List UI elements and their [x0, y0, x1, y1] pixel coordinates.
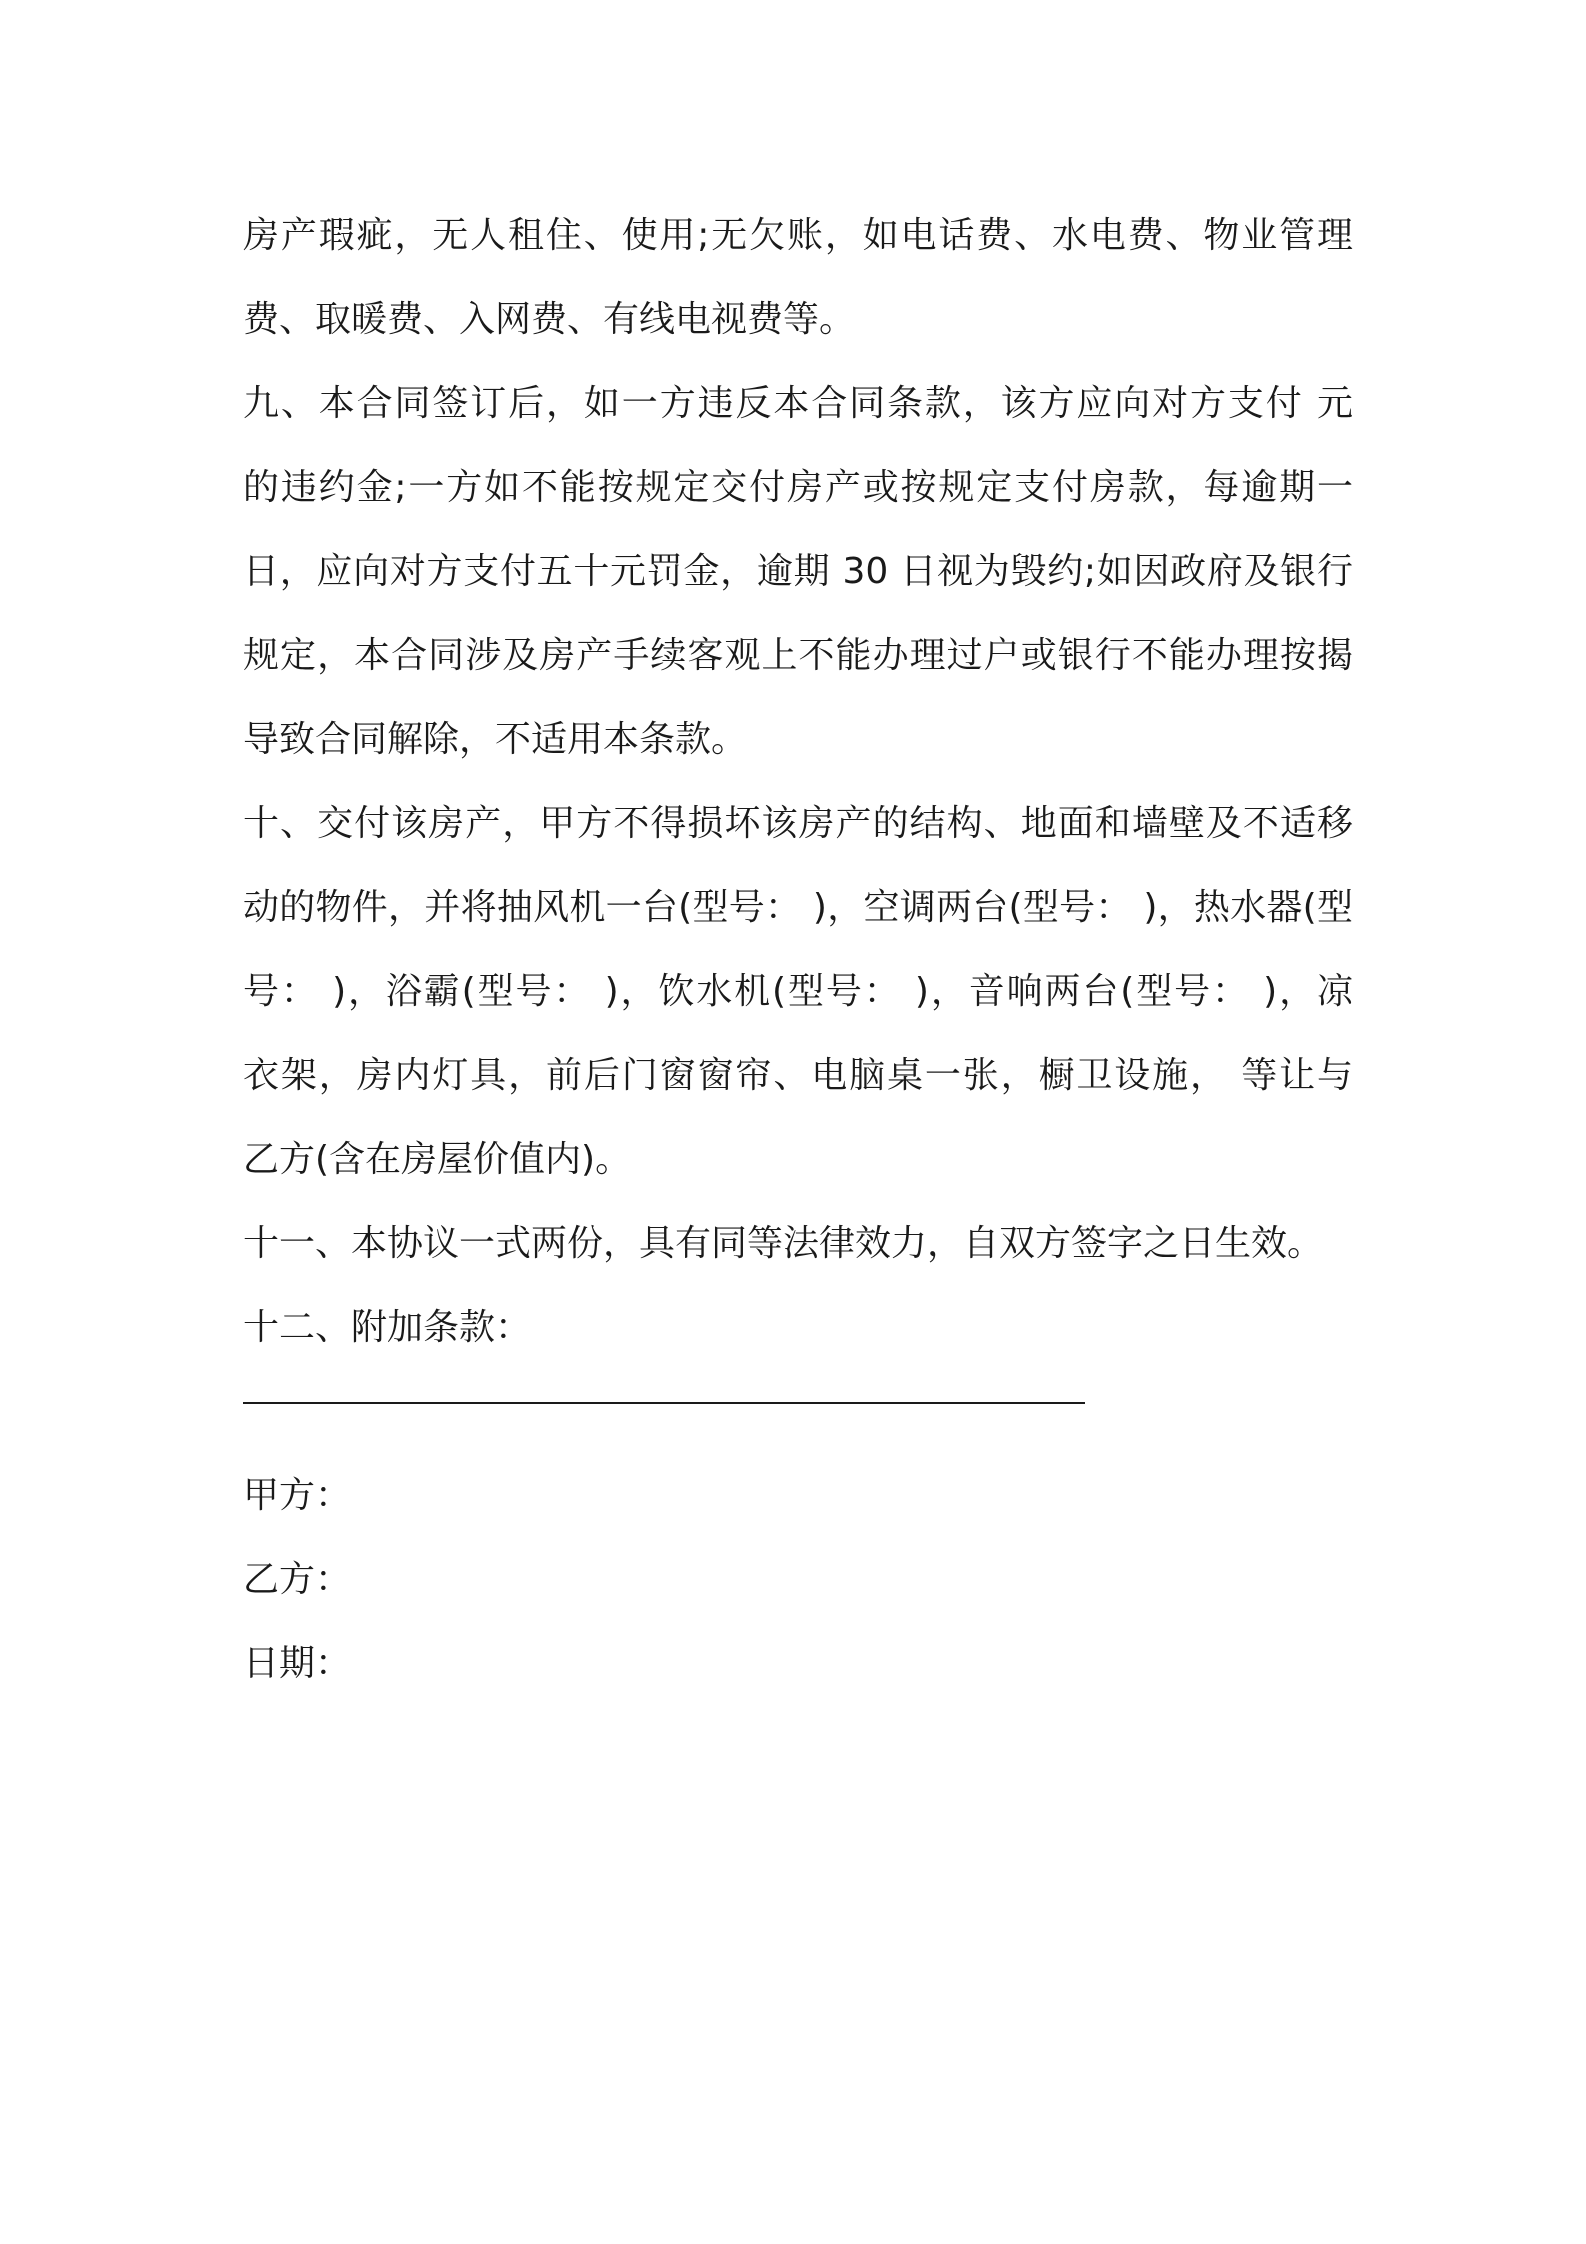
- underline-rule: [243, 1402, 1085, 1404]
- clause-9-line-2: 的违约金;一方如不能按规定交付房产或按规定支付房款，每逾期一: [243, 467, 1353, 508]
- date-signature-label: 日期：: [243, 1643, 352, 1684]
- clause-8-line-1: 房产瑕疵，无人租住、使用;无欠账，如电话费、水电费、物业管理: [243, 215, 1353, 256]
- additional-terms-blank-line: [243, 1370, 1353, 1454]
- clause-12-line-1: 十二、附加条款：: [243, 1307, 532, 1348]
- clause-10-line-3: 号： )，浴霸(型号： )，饮水机(型号： )，音响两台(型号： )，凉: [243, 971, 1353, 1012]
- clause-10-line-2: 动的物件，并将抽风机一台(型号： )，空调两台(型号： )，热水器(型: [243, 887, 1353, 928]
- clause-11-line-1: 十一、本协议一式两份，具有同等法律效力，自双方签字之日生效。: [243, 1223, 1324, 1264]
- clause-10-line-4: 衣架，房内灯具，前后门窗窗帘、电脑桌一张，橱卫设施， 等让与: [243, 1055, 1353, 1096]
- clause-9-line-4: 规定，本合同涉及房产手续客观上不能办理过户或银行不能办理按揭: [243, 635, 1353, 676]
- document-body: [243, 194, 1353, 1706]
- clause-9-line-1: 九、本合同签订后，如一方违反本合同条款，该方应向对方支付 元: [243, 383, 1353, 424]
- party-a-signature-label: 甲方：: [243, 1475, 352, 1516]
- clause-10-line-5: 乙方(含在房屋价值内)。: [243, 1139, 632, 1180]
- clause-10-line-1: 十、交付该房产，甲方不得损坏该房产的结构、地面和墙壁及不适移: [243, 803, 1353, 844]
- clause-8-line-2: 费、取暖费、入网费、有线电视费等。: [243, 299, 856, 340]
- clause-9-line-5: 导致合同解除，不适用本条款。: [243, 719, 748, 760]
- clause-9-line-3: 日，应向对方支付五十元罚金，逾期 30 日视为毁约;如因政府及银行: [243, 551, 1353, 592]
- party-b-signature-label: 乙方：: [243, 1559, 352, 1600]
